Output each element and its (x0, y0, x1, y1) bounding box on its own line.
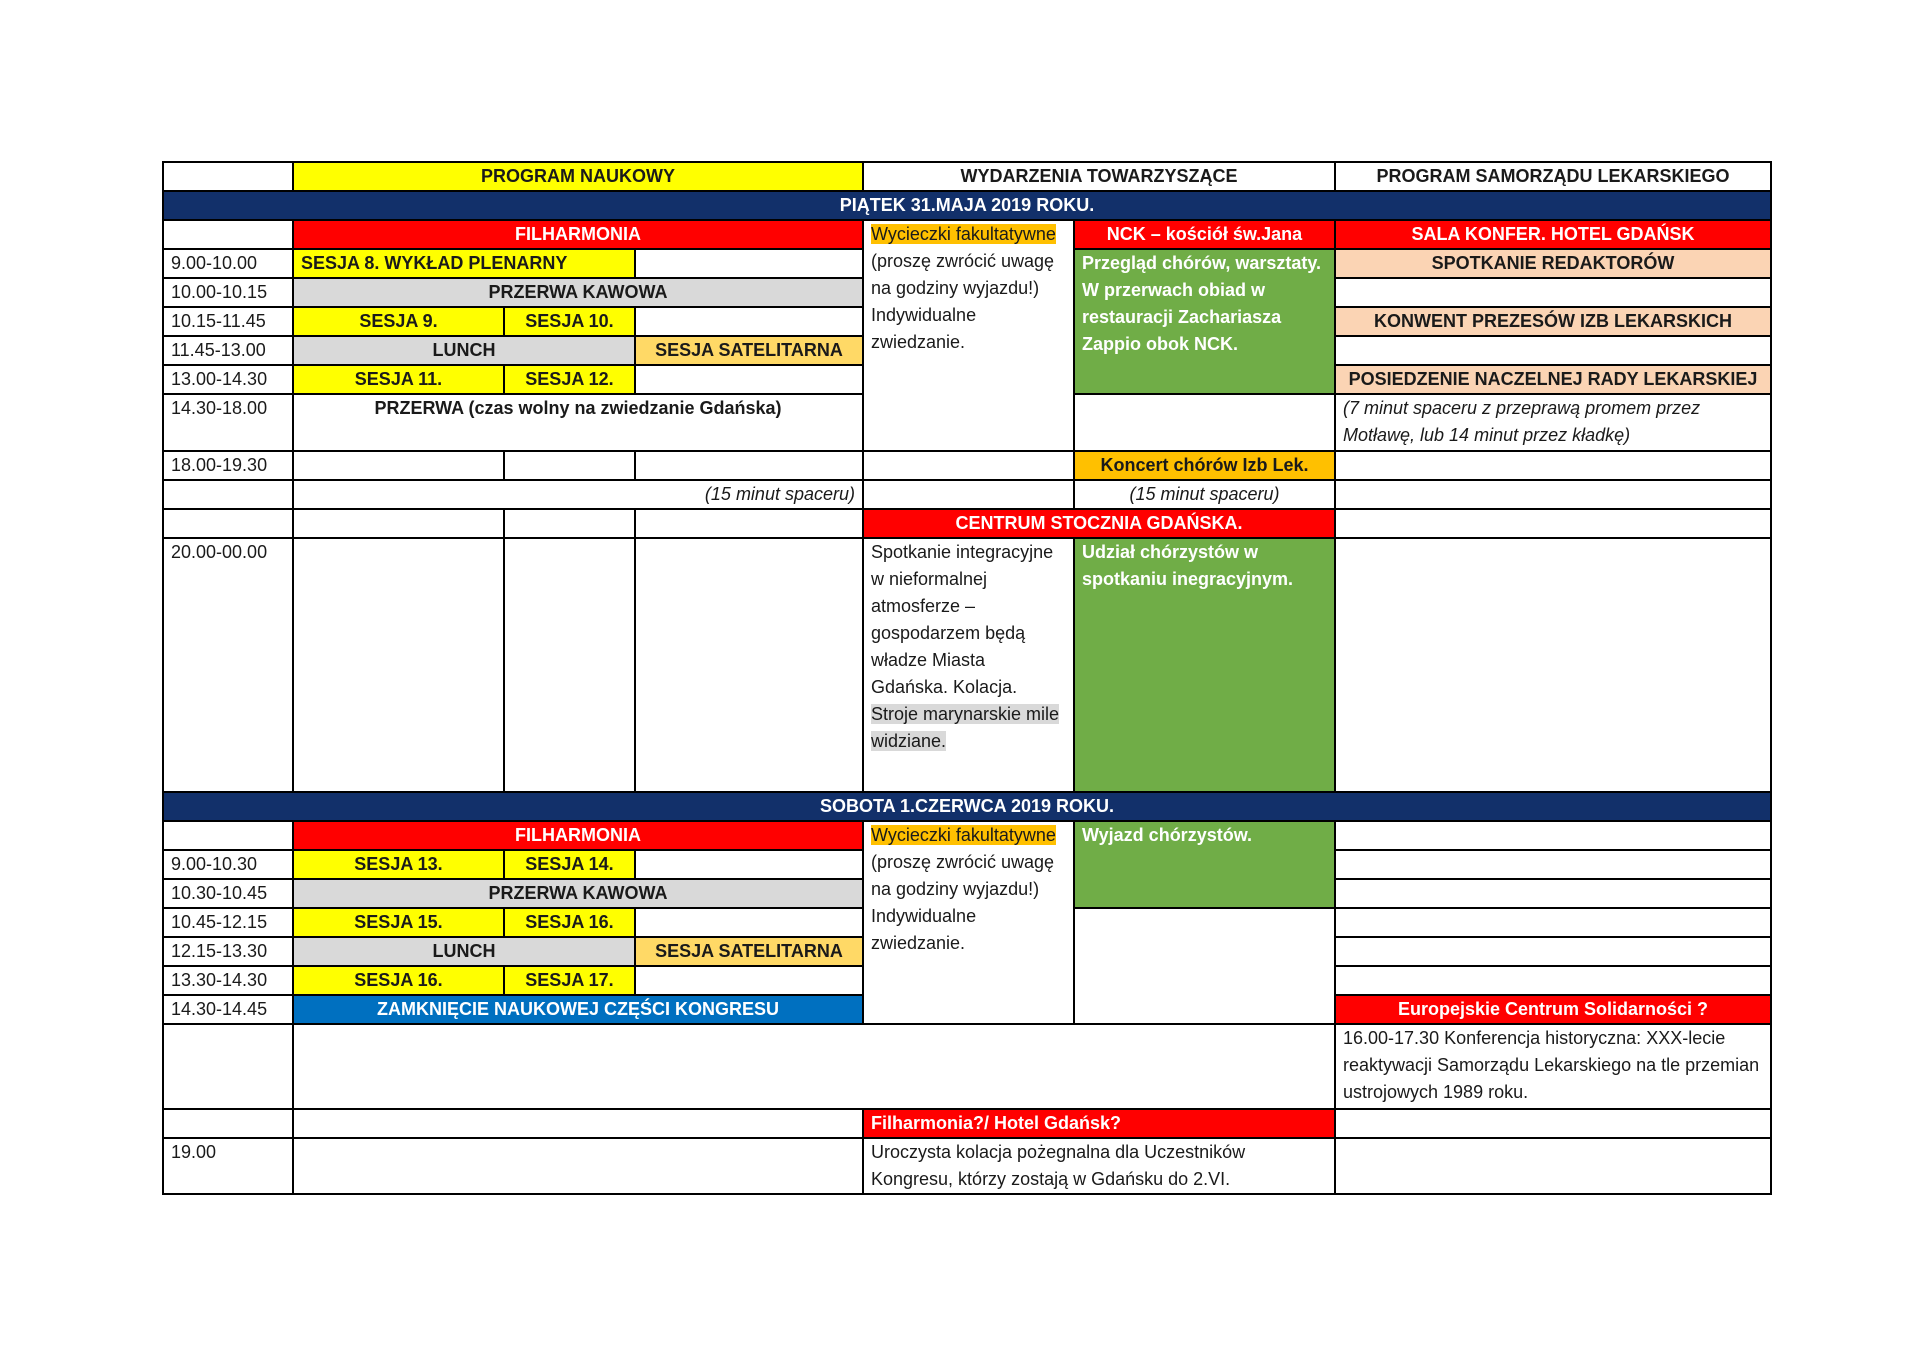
empty-cell (635, 509, 863, 538)
time-cell: 18.00-19.30 (163, 451, 293, 480)
empty-cell (1335, 278, 1771, 307)
zamkniecie: ZAMKNIĘCIE NAUKOWEJ CZĘŚCI KONGRESU (293, 995, 863, 1024)
empty-cell (504, 538, 635, 792)
empty-cell (293, 509, 504, 538)
nck-header: NCK – kościół św.Jana (1074, 220, 1335, 249)
trips-highlight: Wycieczki fakultatywne (871, 825, 1056, 845)
day1-title: PIĄTEK 31.MAJA 2019 ROKU. (163, 191, 1771, 220)
spotkanie-redaktorow: SPOTKANIE REDAKTORÓW (1335, 249, 1771, 278)
day2-venue-filharmonia: FILHARMONIA (293, 821, 863, 850)
day2-konferencja-row (163, 1024, 1771, 1109)
time-cell: 14.30-18.00 (163, 394, 293, 451)
empty-cell (1335, 480, 1771, 509)
time-cell: 20.00-00.00 (163, 538, 293, 792)
empty-cell (1335, 908, 1771, 937)
program-naukowy-header: PROGRAM NAUKOWY (293, 162, 863, 191)
time-cell: 10.30-10.45 (163, 879, 293, 908)
time-cell: 13.00-14.30 (163, 365, 293, 394)
schedule-table (162, 161, 1772, 1195)
empty-cell (163, 162, 293, 191)
sesja-11: SESJA 11. (293, 365, 504, 394)
empty-cell (635, 908, 863, 937)
spotkanie-integracyjne: Spotkanie integracyjne w nieformalnej atmosferze – gospodarzem będą władze Miasta Gdańska. Kolacja. (871, 542, 1054, 697)
time-cell: 11.45-13.00 (163, 336, 293, 365)
sesja-15: SESJA 15. (293, 908, 504, 937)
empty-cell (635, 850, 863, 879)
empty-cell (1335, 1109, 1771, 1138)
samorzad-header: PROGRAM SAMORZĄDU LEKARSKIEGO (1335, 162, 1771, 191)
empty-cell (1335, 850, 1771, 879)
day1-title-row (163, 191, 1771, 220)
konferencja-historyczna: 16.00-17.30 Konferencja historyczna: XXX-lecie reaktywacji Samorządu Lekarskiego na tle przemian ustrojowych 1989 roku. (1335, 1024, 1771, 1109)
trips-text: (proszę zwrócić uwagę na godziny wyjazdu!) Indywidualne zwiedzanie. (871, 251, 1055, 352)
empty-cell (163, 1024, 293, 1109)
lunch: LUNCH (293, 937, 635, 966)
empty-cell (1335, 509, 1771, 538)
day1-venue-filharmonia: FILHARMONIA (293, 220, 863, 249)
stroje-marynarskie: Stroje marynarskie mile widziane. (871, 704, 1060, 751)
trips-text: (proszę zwrócić uwagę na godziny wyjazdu!) Indywidualne zwiedzanie. (871, 852, 1055, 953)
empty-cell (163, 220, 293, 249)
centrum-stocznia: CENTRUM STOCZNIA GDAŃSKA. (863, 509, 1335, 538)
day2-title: SOBOTA 1.CZERWCA 2019 ROKU. (163, 792, 1771, 821)
sesja-9: SESJA 9. (293, 307, 504, 336)
sesja-8: SESJA 8. WYKŁAD PLENARNY (293, 249, 635, 278)
day2-trips-cell (863, 821, 1074, 1024)
empty-cell (293, 451, 504, 480)
day1-trips-cell (863, 220, 1074, 451)
sesja-16: SESJA 16. (504, 908, 635, 937)
empty-cell (635, 249, 863, 278)
time-cell: 19.00 (163, 1138, 293, 1194)
day2-venue2-row (163, 1109, 1771, 1138)
filharmonia-hotel: Filharmonia?/ Hotel Gdańsk? (863, 1109, 1335, 1138)
time-cell: 10.15-11.45 (163, 307, 293, 336)
przerwa-cell (293, 394, 863, 451)
sesja-12: SESJA 12. (504, 365, 635, 394)
sesja-10: SESJA 10. (504, 307, 635, 336)
ecs-header: Europejskie Centrum Solidarności ? (1335, 995, 1771, 1024)
wyjazd-chorzystow: Wyjazd chórzystów. (1074, 821, 1335, 908)
lunch: LUNCH (293, 336, 635, 365)
koncert-chorow: Koncert chórów Izb Lek. (1074, 451, 1335, 480)
day2-venue-row (163, 821, 1771, 850)
walk-note-nck: (15 minut spaceru) (1074, 480, 1335, 509)
day1-row-t8 (163, 538, 1771, 792)
empty-cell (293, 1138, 863, 1194)
empty-cell (1335, 451, 1771, 480)
time-cell: 14.30-14.45 (163, 995, 293, 1024)
empty-cell (504, 509, 635, 538)
empty-cell (1335, 966, 1771, 995)
sala-header: SALA KONFER. HOTEL GDAŃSK (1335, 220, 1771, 249)
time-cell: 9.00-10.00 (163, 249, 293, 278)
day2-row-t7 (163, 1138, 1771, 1194)
sesja-satelitarna: SESJA SATELITARNA (635, 937, 863, 966)
empty-cell (635, 966, 863, 995)
spotkanie-integracyjne-cell (863, 538, 1074, 792)
empty-cell (1335, 879, 1771, 908)
posiedzenie-nrl: POSIEDZENIE NACZELNEJ RADY LEKARSKIEJ (1335, 365, 1771, 394)
empty-cell (1335, 937, 1771, 966)
empty-cell (1074, 908, 1335, 1024)
empty-cell (163, 509, 293, 538)
day1-walk-row (163, 480, 1771, 509)
empty-cell (163, 1109, 293, 1138)
empty-cell (293, 538, 504, 792)
walk-note-science: (15 minut spaceru) (293, 480, 863, 509)
empty-cell (635, 538, 863, 792)
konwent-prezesow: KONWENT PREZESÓW IZB LEKARSKICH (1335, 307, 1771, 336)
spacer-note: (7 minut spaceru z przeprawą promem przez Motławę, lub 14 minut przez kładkę) (1335, 394, 1771, 451)
empty-cell (504, 451, 635, 480)
empty-cell (635, 307, 863, 336)
sesja-14: SESJA 14. (504, 850, 635, 879)
empty-cell (1335, 538, 1771, 792)
sesja-satelitarna: SESJA SATELITARNA (635, 336, 863, 365)
przerwa-kawowa: PRZERWA KAWOWA (293, 278, 863, 307)
day1-venue-row (163, 220, 1771, 249)
empty-cell (1335, 821, 1771, 850)
empty-cell (163, 821, 293, 850)
nck-description: Przegląd chórów, warsztaty. W przerwach obiad w restauracji Zachariasza Zappio obok NCK. (1074, 249, 1335, 394)
time-cell: 13.30-14.30 (163, 966, 293, 995)
time-cell: 10.45-12.15 (163, 908, 293, 937)
kolacja-pozegnalna: Uroczysta kolacja pożegnalna dla Uczestników Kongresu, którzy zostają w Gdańsku do 2.VI. (863, 1138, 1335, 1194)
empty-cell (635, 365, 863, 394)
udzial-chorzystow: Udział chórzystów w spotkaniu inegracyjnym. (1074, 538, 1335, 792)
empty-cell (635, 451, 863, 480)
empty-cell (863, 480, 1074, 509)
przerwa-text: (czas wolny na zwiedzanie Gdańska) (463, 398, 782, 418)
empty-cell (1074, 394, 1335, 451)
time-cell: 9.00-10.30 (163, 850, 293, 879)
time-cell: 10.00-10.15 (163, 278, 293, 307)
przerwa-kawowa: PRZERWA KAWOWA (293, 879, 863, 908)
empty-cell (293, 1024, 1335, 1109)
empty-cell (1335, 1138, 1771, 1194)
sesja-13: SESJA 13. (293, 850, 504, 879)
empty-cell (293, 1109, 863, 1138)
day2-title-row (163, 792, 1771, 821)
sesja-17: SESJA 17. (504, 966, 635, 995)
sesja-16b: SESJA 16. (293, 966, 504, 995)
przerwa-label: PRZERWA (374, 398, 464, 418)
empty-cell (163, 480, 293, 509)
empty-cell (863, 451, 1074, 480)
header-row (163, 162, 1771, 191)
day1-row-t7 (163, 451, 1771, 480)
trips-highlight: Wycieczki fakultatywne (871, 224, 1056, 244)
empty-cell (1335, 336, 1771, 365)
wydarzenia-header: WYDARZENIA TOWARZYSZĄCE (863, 162, 1335, 191)
day1-centrum-row (163, 509, 1771, 538)
time-cell: 12.15-13.30 (163, 937, 293, 966)
